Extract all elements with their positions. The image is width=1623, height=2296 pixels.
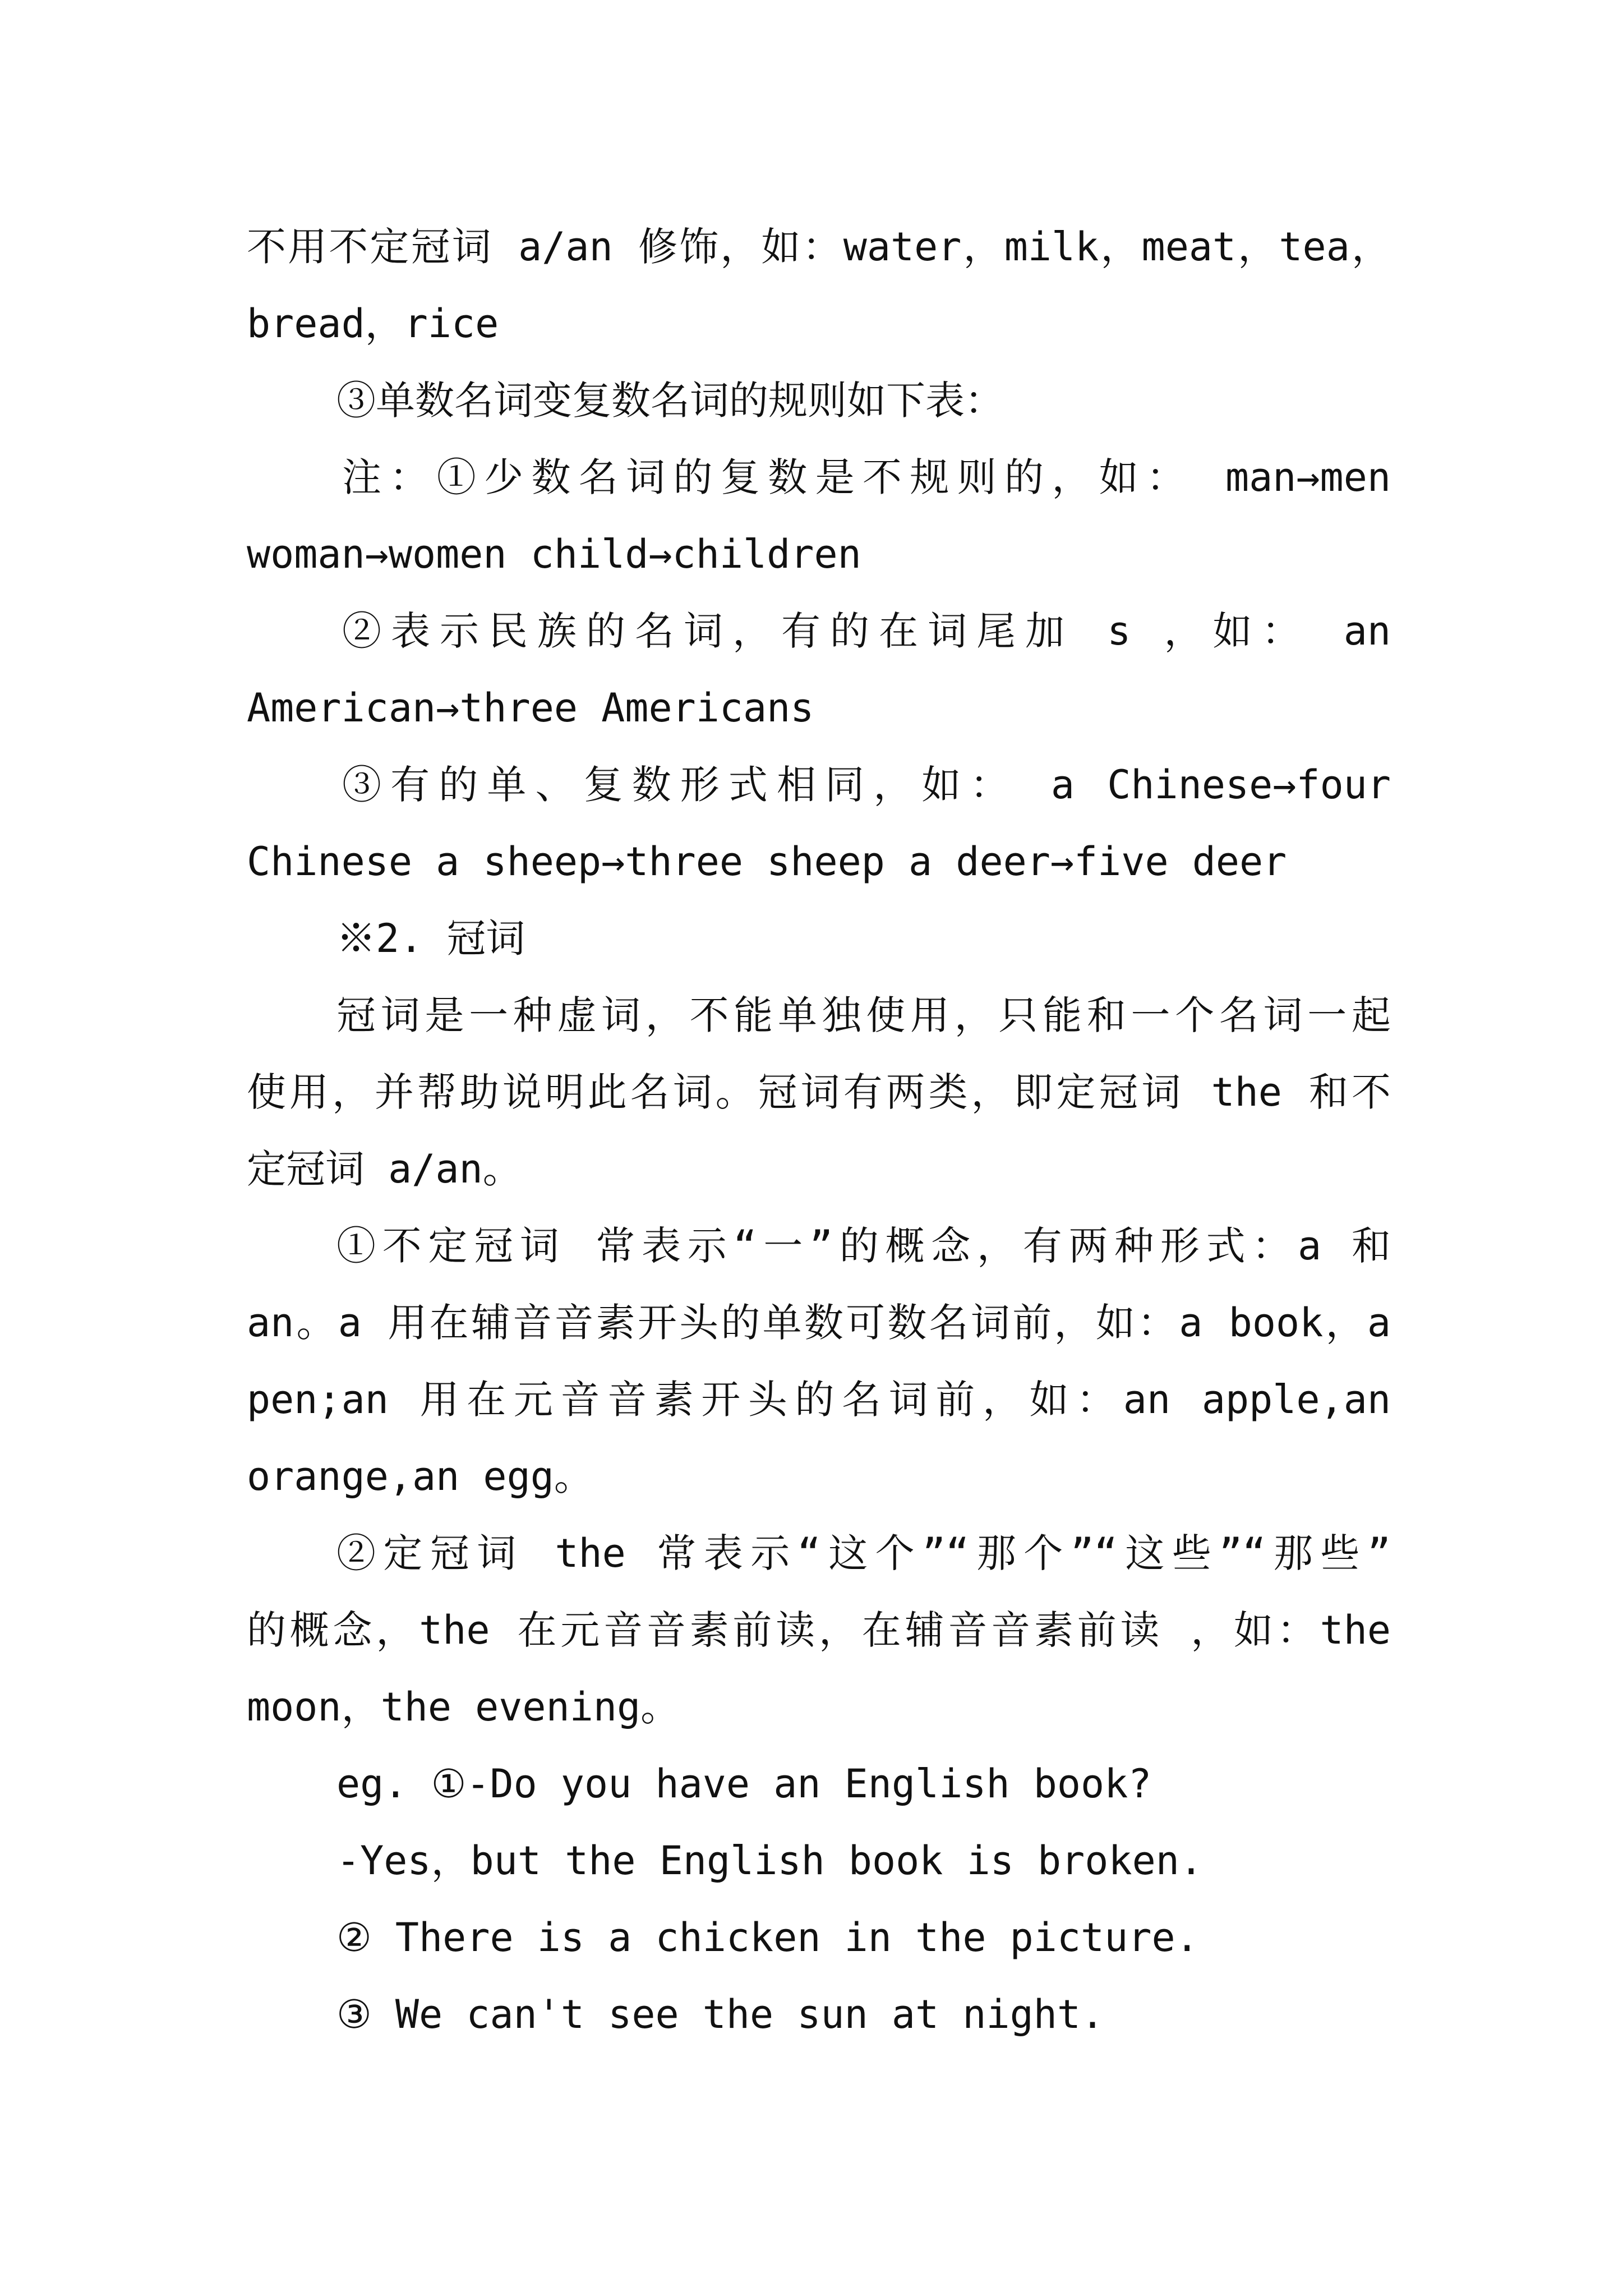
text-line: 定冠词 a/an。 (247, 1146, 522, 1192)
text-line: 冠词是一种虚词，不能单独使用，只能和一个名词一起 (336, 992, 1391, 1038)
text-line: 的概念，the 在元音音素前读，在辅音音素前读 ，如：the (247, 1607, 1391, 1653)
text-line: pen;an 用在元音音素开头的名词前，如：an apple,an (247, 1377, 1391, 1423)
text-line: woman→women child→children (247, 531, 861, 577)
document-body (247, 209, 1391, 2053)
text-line: orange,an egg。 (247, 1453, 593, 1499)
text-line: bread，rice (247, 301, 499, 347)
text-line: an。a 用在辅音音素开头的单数可数名词前，如：a book，a (247, 1300, 1391, 1346)
text-line: ③有的单、复数形式相同，如： a Chinese→four (342, 762, 1391, 808)
text-line: ②定冠词 the 常表示“这个”“那个”“这些”“那些” (336, 1530, 1391, 1576)
text-line: Chinese a sheep→three sheep a deer→five deer (247, 839, 1287, 885)
example-line: -Yes，but the English book is broken. (336, 1838, 1204, 1884)
example-line: ③ We can't see the sun at night. (336, 1991, 1105, 2037)
text-line: 不用不定冠词 a/an 修饰，如：water，milk，meat，tea， (247, 224, 1391, 270)
text-line: American→three Americans (247, 685, 814, 731)
text-line: 注：①少数名词的复数是不规则的，如： man→men (342, 454, 1391, 500)
text-line: ③单数名词变复数名词的规则如下表： (336, 378, 1004, 424)
text-line: ①不定冠词 常表示“一”的概念，有两种形式：a 和 (336, 1223, 1391, 1269)
example-line: eg. ①-Do you have an English book? (336, 1761, 1152, 1807)
text-line: ②表示民族的名词，有的在词尾加 s ，如： an (342, 608, 1391, 654)
section-heading: ※2. 冠词 (336, 915, 525, 961)
example-line: ② There is a chicken in the picture. (336, 1915, 1199, 1961)
text-line: 使用，并帮助说明此名词。冠词有两类，即定冠词 the 和不 (247, 1069, 1391, 1115)
text-line: moon，the evening。 (247, 1684, 680, 1730)
